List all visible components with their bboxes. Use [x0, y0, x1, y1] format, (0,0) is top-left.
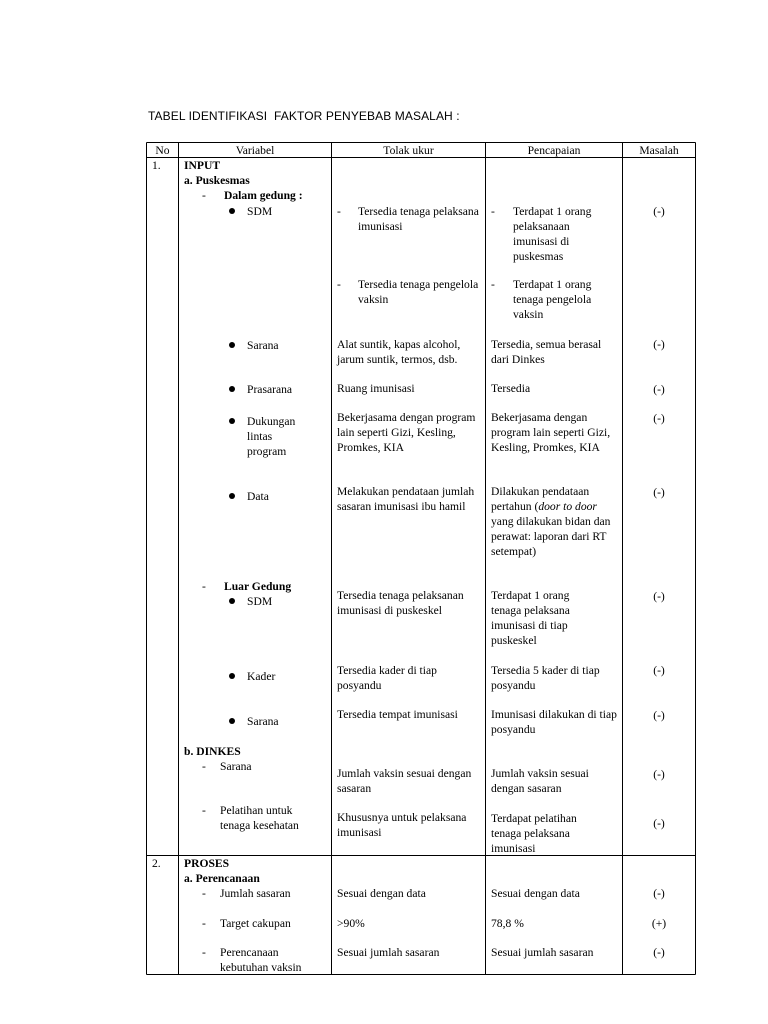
variable-label: Pelatihan untuk tenaga kesehatan — [220, 804, 299, 832]
group-dalam-gedung: Dalam gedung : — [224, 189, 303, 202]
masalah-cell: (-) — [653, 383, 665, 396]
pencapaian-text: Dilakukan pendataan pertahun ( — [491, 485, 590, 513]
pencapaian-cell: Terdapat 1 orang tenaga pelaksana imunisasi di tiap puskeskel — [491, 589, 570, 647]
header-variabel: Variabel — [235, 144, 275, 157]
section-input: INPUT — [184, 159, 221, 172]
tolak-ukur-cell: Melakukan pendataan jumlah sasaran imunisasi ibu hamil — [337, 485, 475, 513]
dash: - — [202, 917, 206, 930]
bullet-icon — [229, 208, 235, 214]
variable-label: SDM — [247, 205, 273, 218]
pencapaian-cell: Bekerjasama dengan program lain seperti Gizi, Kesling, Promkes, KIA — [491, 411, 611, 454]
dash: - — [202, 887, 206, 900]
dash: - — [202, 946, 206, 959]
pencapaian-cell: Sesuai jumlah sasaran — [491, 946, 594, 959]
masalah-cell: (-) — [653, 412, 665, 425]
dash: - — [202, 189, 206, 202]
tolak-ukur-cell: Jumlah vaksin sesuai dengan sasaran — [337, 767, 472, 795]
dash: - — [491, 278, 495, 291]
tolak-ukur-cell: >90% — [337, 917, 365, 930]
variable-label: SDM — [247, 595, 273, 608]
pencapaian-cell — [491, 484, 619, 559]
pencapaian-cell: Tersedia — [491, 382, 531, 395]
dash: - — [491, 205, 495, 218]
subsection-puskesmas: a. Puskesmas — [184, 174, 250, 187]
masalah-cell: (-) — [653, 205, 665, 218]
bullet-icon — [229, 673, 235, 679]
variable-label: Data — [247, 490, 269, 503]
variable-label: Sarana — [220, 760, 252, 773]
masalah-cell: (-) — [653, 768, 665, 781]
header-tolak-ukur: Tolak ukur — [383, 144, 434, 157]
pencapaian-cell: Imunisasi dilakukan di tiap posyandu — [491, 708, 617, 736]
tolak-ukur-cell: Sesuai dengan data — [337, 887, 426, 900]
pencapaian-text: yang dilakukan bidan dan perawat: laporan dari RT setempat) — [491, 515, 611, 558]
bullet-icon — [229, 493, 235, 499]
bullet-icon — [229, 418, 235, 424]
tolak-ukur-cell: Ruang imunisasi — [337, 382, 415, 395]
pencapaian-cell: Tersedia 5 kader di tiap posyandu — [491, 664, 600, 692]
bullet-icon — [229, 598, 235, 604]
masalah-cell: (+) — [651, 917, 667, 930]
pencapaian-cell: Sesuai dengan data — [491, 887, 580, 900]
tolak-ukur-cell: Bekerjasama dengan program lain seperti Gizi, Kesling, Promkes, KIA — [337, 411, 476, 454]
tolak-ukur-cell: Sesuai jumlah sasaran — [337, 946, 440, 959]
tolak-ukur-cell: Tersedia tenaga pelaksana imunisasi — [358, 205, 479, 233]
subsection-dinkes: b. DINKES — [184, 745, 241, 758]
page-title: TABEL IDENTIFIKASI FAKTOR PENYEBAB MASALAH : — [148, 109, 460, 123]
header-no: No — [155, 144, 170, 157]
bullet-icon — [229, 342, 235, 348]
header-masalah: Masalah — [639, 144, 679, 157]
masalah-cell: (-) — [653, 664, 665, 677]
dash: - — [337, 278, 341, 291]
masalah-cell: (-) — [653, 946, 665, 959]
pencapaian-cell: Jumlah vaksin sesuai dengan sasaran — [491, 767, 589, 795]
tolak-ukur-cell: Khususnya untuk pelaksana imunisasi — [337, 811, 467, 839]
header-pencapaian: Pencapaian — [527, 144, 581, 157]
tolak-ukur-cell: Alat suntik, kapas alcohol, jarum suntik, termos, dsb. — [337, 338, 461, 366]
pencapaian-cell: Terdapat 1 orang pelaksanaan imunisasi di puskesmas — [513, 205, 592, 263]
pencapaian-cell: Tersedia, semua berasal dari Dinkes — [491, 338, 602, 366]
dash: - — [202, 804, 206, 817]
masalah-cell: (-) — [653, 887, 665, 900]
masalah-cell: (-) — [653, 817, 665, 830]
section-proses: PROSES — [184, 857, 230, 870]
group-luar-gedung: Luar Gedung — [224, 580, 292, 593]
variable-label: Target cakupan — [220, 917, 291, 930]
pencapaian-cell: Terdapat pelatihan tenaga pelaksana imunisasi — [491, 812, 577, 855]
bullet-icon — [229, 718, 235, 724]
variable-label: Prasarana — [247, 383, 293, 396]
pencapaian-emphasis: door to door — [538, 500, 597, 513]
tolak-ukur-cell: Tersedia tempat imunisasi — [337, 708, 458, 721]
tolak-ukur-cell: Tersedia tenaga pelaksanan imunisasi di puskeskel — [337, 589, 464, 617]
masalah-cell: (-) — [653, 338, 665, 351]
pencapaian-cell: 78,8 % — [491, 917, 524, 930]
masalah-cell: (-) — [653, 486, 665, 499]
tolak-ukur-cell: Tersedia kader di tiap posyandu — [337, 664, 437, 692]
row-number: 1. — [152, 159, 161, 172]
row-number: 2. — [152, 857, 161, 870]
variable-label: Dukungan lintas program — [247, 415, 296, 458]
pencapaian-cell: Terdapat 1 orang tenaga pengelola vaksin — [513, 278, 592, 321]
variable-label: Perencanaan kebutuhan vaksin — [220, 946, 302, 974]
variable-label: Kader — [247, 670, 276, 683]
dash: - — [202, 760, 206, 773]
dash: - — [337, 205, 341, 218]
dash: - — [202, 580, 206, 593]
variable-label: Jumlah sasaran — [220, 887, 291, 900]
masalah-cell: (-) — [653, 590, 665, 603]
tolak-ukur-cell: Tersedia tenaga pengelola vaksin — [358, 278, 479, 306]
variable-label: Sarana — [247, 715, 279, 728]
bullet-icon — [229, 386, 235, 392]
subsection-perencanaan: a. Perencanaan — [184, 872, 260, 885]
masalah-cell: (-) — [653, 709, 665, 722]
variable-label: Sarana — [247, 339, 279, 352]
